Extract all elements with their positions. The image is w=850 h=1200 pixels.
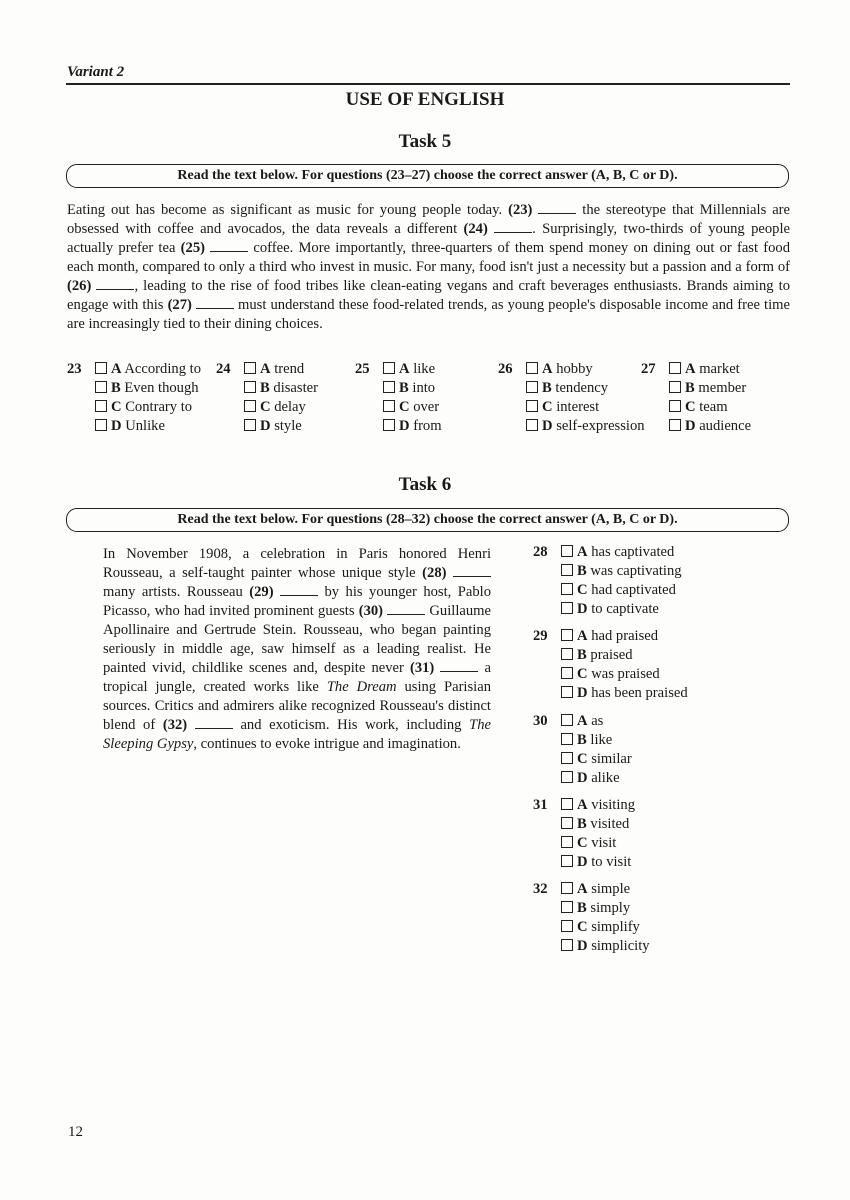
option-text: audience (699, 418, 752, 434)
option-text: self-expression (556, 418, 645, 434)
option-26-d (498, 417, 645, 436)
gap-number: (31) (409, 660, 435, 676)
option-24-c (216, 398, 318, 417)
checkbox-icon[interactable] (561, 583, 573, 595)
option-letter: D (577, 938, 588, 954)
text-run: coffee. More importantly, three-quarters of them spend money on dining out or fast food each month, compared to only a third who invest in music. For many, food isn't just a necessity but a passion and a form of (67, 240, 790, 275)
checkbox-icon[interactable] (561, 752, 573, 764)
option-letter: D (577, 601, 588, 617)
checkbox-icon[interactable] (561, 545, 573, 557)
checkbox-icon[interactable] (669, 419, 681, 431)
option-32-a (533, 880, 650, 899)
text-run: and exoticism. His work, including (232, 717, 470, 733)
gap-number: (32) (162, 717, 188, 733)
text-run: . Surprisingly, two-thirds of young people actually prefer tea (67, 221, 790, 256)
checkbox-icon[interactable] (526, 381, 538, 393)
checkbox-icon[interactable] (526, 400, 538, 412)
question-27-options (641, 360, 751, 436)
option-letter: D (399, 418, 410, 434)
option-text: simply (590, 900, 631, 916)
option-31-b (533, 815, 635, 834)
checkbox-icon[interactable] (95, 419, 107, 431)
option-25-d (355, 417, 442, 436)
option-31-a (533, 796, 635, 815)
section-title: USE OF ENGLISH (345, 89, 505, 110)
option-letter: B (577, 816, 587, 832)
option-28-b (533, 562, 682, 581)
answer-gap (494, 220, 532, 233)
checkbox-icon[interactable] (561, 602, 573, 614)
question-24-options (216, 360, 318, 436)
text-run: the stereotype that Millennials are obsessed with coffee and avocados, the data reveals a different (67, 202, 791, 237)
question-number: 31 (533, 797, 548, 813)
option-letter: A (577, 713, 588, 729)
question-30-options (533, 712, 632, 788)
question-31-options (533, 796, 635, 872)
task6-instruction: Read the text below. For questions (28–32) choose the correct answer (A, B, C or D). (66, 508, 789, 532)
question-25-options (355, 360, 442, 436)
question-number: 28 (533, 544, 548, 560)
option-29-d (533, 684, 688, 703)
option-text: had praised (591, 628, 659, 644)
option-text: interest (556, 399, 600, 415)
option-letter: B (685, 380, 695, 396)
checkbox-icon[interactable] (244, 419, 256, 431)
checkbox-icon[interactable] (561, 901, 573, 913)
option-27-c (641, 398, 751, 417)
option-text: trend (274, 361, 305, 377)
option-letter: B (111, 380, 121, 396)
option-text: from (413, 418, 442, 434)
checkbox-icon[interactable] (561, 798, 573, 810)
text-run: Eating out has become as significant as music for young people today. (67, 202, 509, 218)
variant-label: Variant 2 (67, 64, 125, 80)
gap-number: (25) (180, 240, 205, 256)
gap-number: (24) (463, 221, 488, 237)
checkbox-icon[interactable] (561, 855, 573, 867)
option-text: market (699, 361, 740, 377)
option-32-d (533, 937, 650, 956)
option-letter: C (399, 399, 410, 415)
text-run: In November 1908, a celebration in Paris honored Henri Rousseau, a self-taught painter whose unique style (103, 546, 491, 581)
text-run: by his younger host, Pablo Picasso, who had invited prominent guests (103, 584, 491, 619)
text-run: must understand these food-related trends, as young people's disposable income and free time are increasingly tied to their dining choices. (67, 297, 790, 332)
option-29-b (533, 646, 688, 665)
gap-number: (27) (167, 297, 192, 313)
option-text: simple (591, 881, 631, 897)
option-text: had captivated (591, 582, 676, 598)
checkbox-icon[interactable] (95, 362, 107, 374)
answer-gap (538, 201, 576, 214)
option-text: simplify (591, 919, 640, 935)
page-number: 12 (68, 1124, 83, 1140)
checkbox-icon[interactable] (561, 686, 573, 698)
option-text: over (413, 399, 440, 415)
checkbox-icon[interactable] (561, 939, 573, 951)
checkbox-icon[interactable] (95, 381, 107, 393)
question-number: 26 (498, 361, 513, 377)
option-letter: D (577, 854, 588, 870)
option-letter: C (260, 399, 271, 415)
option-text: to captivate (591, 601, 659, 617)
option-letter: A (577, 628, 588, 644)
option-text: delay (274, 399, 306, 415)
option-letter: D (577, 770, 588, 786)
task5-paragraph (67, 201, 790, 334)
gap-number: (26) (67, 278, 92, 294)
option-letter: D (260, 418, 271, 434)
option-32-b (533, 899, 650, 918)
option-text: as (591, 713, 604, 729)
option-text: simplicity (591, 938, 650, 954)
option-text: team (699, 399, 728, 415)
checkbox-icon[interactable] (561, 667, 573, 679)
checkbox-icon[interactable] (561, 629, 573, 641)
option-text: has been praised (591, 685, 688, 701)
option-25-a (355, 360, 442, 379)
option-letter: A (577, 881, 588, 897)
checkbox-icon[interactable] (383, 362, 395, 374)
checkbox-icon[interactable] (561, 836, 573, 848)
task6-title: Task 6 (398, 474, 452, 495)
checkbox-icon[interactable] (561, 714, 573, 726)
checkbox-icon[interactable] (526, 362, 538, 374)
checkbox-icon[interactable] (383, 400, 395, 412)
option-30-d (533, 769, 632, 788)
option-letter: C (577, 666, 588, 682)
question-number: 32 (533, 881, 548, 897)
option-letter: C (685, 399, 696, 415)
option-letter: B (542, 380, 552, 396)
checkbox-icon[interactable] (561, 882, 573, 894)
gap-number: (29) (249, 584, 274, 600)
text-run: , leading to the rise of food tribes like clean-eating vegans and craft beverages enthusiasts. Brands aiming to engage with this (67, 278, 791, 313)
text-run: many artists. Rousseau (103, 584, 250, 600)
option-27-d (641, 417, 751, 436)
option-24-d (216, 417, 318, 436)
option-26-c (498, 398, 645, 417)
task5-instruction: Read the text below. For questions (23–27) choose the correct answer (A, B, C or D). (66, 164, 789, 188)
question-29-options (533, 627, 688, 703)
option-letter: C (577, 582, 588, 598)
text-run: Guillaume Apollinaire and Gertrude Stein. Rousseau, who began painting seriously in middle age, saw himself as a leading realist. He painted vivid, childlike scenes and, despite never (103, 603, 491, 676)
option-text: was captivating (590, 563, 682, 579)
checkbox-icon[interactable] (383, 381, 395, 393)
option-letter: A (111, 361, 122, 377)
checkbox-icon[interactable] (244, 381, 256, 393)
option-23-b (67, 379, 201, 398)
option-text: visited (590, 816, 630, 832)
checkbox-icon[interactable] (244, 362, 256, 374)
question-32-options (533, 880, 650, 956)
option-24-b (216, 379, 318, 398)
option-29-a (533, 627, 688, 646)
option-letter: B (577, 563, 587, 579)
option-letter: B (577, 732, 587, 748)
option-letter: B (577, 647, 587, 663)
option-25-b (355, 379, 442, 398)
option-text: member (698, 380, 747, 396)
question-number: 30 (533, 713, 548, 729)
option-text: According to (124, 361, 201, 377)
option-23-c (67, 398, 201, 417)
option-text: hobby (556, 361, 593, 377)
option-text: like (590, 732, 613, 748)
option-29-c (533, 665, 688, 684)
option-27-b (641, 379, 751, 398)
option-25-c (355, 398, 442, 417)
task6-paragraph (103, 545, 491, 754)
checkbox-icon[interactable] (561, 771, 573, 783)
option-text: similar (591, 751, 632, 767)
option-letter: B (577, 900, 587, 916)
option-letter: C (542, 399, 553, 415)
question-number: 24 (216, 361, 231, 377)
option-27-a (641, 360, 751, 379)
option-text: into (412, 380, 436, 396)
question-number: 29 (533, 628, 548, 644)
option-text: Contrary to (125, 399, 193, 415)
option-letter: C (577, 751, 588, 767)
checkbox-icon[interactable] (244, 400, 256, 412)
question-number: 25 (355, 361, 370, 377)
option-28-d (533, 600, 682, 619)
checkbox-icon[interactable] (383, 419, 395, 431)
option-text: like (413, 361, 436, 377)
text-run: , continues to evoke intrigue and imagination. (193, 736, 461, 752)
task6-text (103, 545, 491, 754)
answer-gap (196, 296, 234, 309)
option-letter: A (260, 361, 271, 377)
artwork-title: The Sleeping Gypsy (103, 717, 491, 752)
option-31-c (533, 834, 635, 853)
option-text: Unlike (125, 418, 165, 434)
option-letter: B (260, 380, 270, 396)
checkbox-icon[interactable] (561, 817, 573, 829)
option-26-b (498, 379, 645, 398)
answer-gap (195, 716, 233, 729)
answer-gap (387, 602, 425, 615)
option-letter: C (111, 399, 122, 415)
answer-gap (96, 277, 134, 290)
checkbox-icon[interactable] (561, 920, 573, 932)
task5-title: Task 5 (398, 131, 452, 152)
option-text: was praised (591, 666, 660, 682)
option-letter: D (577, 685, 588, 701)
task5-text (67, 201, 790, 334)
option-text: alike (591, 770, 620, 786)
option-30-b (533, 731, 632, 750)
option-26-a (498, 360, 645, 379)
question-number: 23 (67, 361, 82, 377)
text-run: a tropical jungle, created works like (103, 660, 491, 695)
option-letter: A (399, 361, 410, 377)
option-text: visit (591, 835, 617, 851)
option-24-a (216, 360, 318, 379)
option-text: Even though (124, 380, 199, 396)
question-26-options (498, 360, 645, 436)
option-text: has captivated (591, 544, 675, 560)
option-28-c (533, 581, 682, 600)
answer-gap (440, 659, 478, 672)
option-text: visiting (591, 797, 635, 813)
question-number: 27 (641, 361, 656, 377)
checkbox-icon[interactable] (669, 362, 681, 374)
option-text: praised (590, 647, 633, 663)
checkbox-icon[interactable] (561, 564, 573, 576)
option-32-c (533, 918, 650, 937)
answer-gap (453, 564, 491, 577)
text-run: using Parisian sources. Critics and admirers alike recognized Rousseau's distinct blend of (103, 679, 491, 733)
option-23-a (67, 360, 201, 379)
option-letter: C (577, 835, 588, 851)
option-letter: D (111, 418, 122, 434)
question-28-options (533, 543, 682, 619)
option-28-a (533, 543, 682, 562)
option-letter: A (685, 361, 696, 377)
checkbox-icon[interactable] (669, 381, 681, 393)
option-text: to visit (591, 854, 632, 870)
checkbox-icon[interactable] (526, 419, 538, 431)
artwork-title: The Dream (326, 679, 397, 695)
option-text: style (274, 418, 302, 434)
option-letter: B (399, 380, 409, 396)
gap-number: (28) (422, 565, 447, 581)
header-rule (66, 83, 790, 85)
checkbox-icon[interactable] (669, 400, 681, 412)
option-letter: C (577, 919, 588, 935)
option-23-d (67, 417, 201, 436)
gap-number: (30) (358, 603, 384, 619)
option-text: disaster (273, 380, 318, 396)
option-letter: A (577, 797, 588, 813)
checkbox-icon[interactable] (561, 648, 573, 660)
task5-options (67, 360, 790, 440)
checkbox-icon[interactable] (561, 733, 573, 745)
answer-gap (280, 583, 318, 596)
gap-number: (23) (508, 202, 533, 218)
question-23-options (67, 360, 201, 436)
option-letter: A (577, 544, 588, 560)
option-30-c (533, 750, 632, 769)
answer-gap (210, 239, 248, 252)
option-31-d (533, 853, 635, 872)
option-letter: D (542, 418, 553, 434)
option-30-a (533, 712, 632, 731)
checkbox-icon[interactable] (95, 400, 107, 412)
option-letter: D (685, 418, 696, 434)
option-text: tendency (555, 380, 609, 396)
option-letter: A (542, 361, 553, 377)
